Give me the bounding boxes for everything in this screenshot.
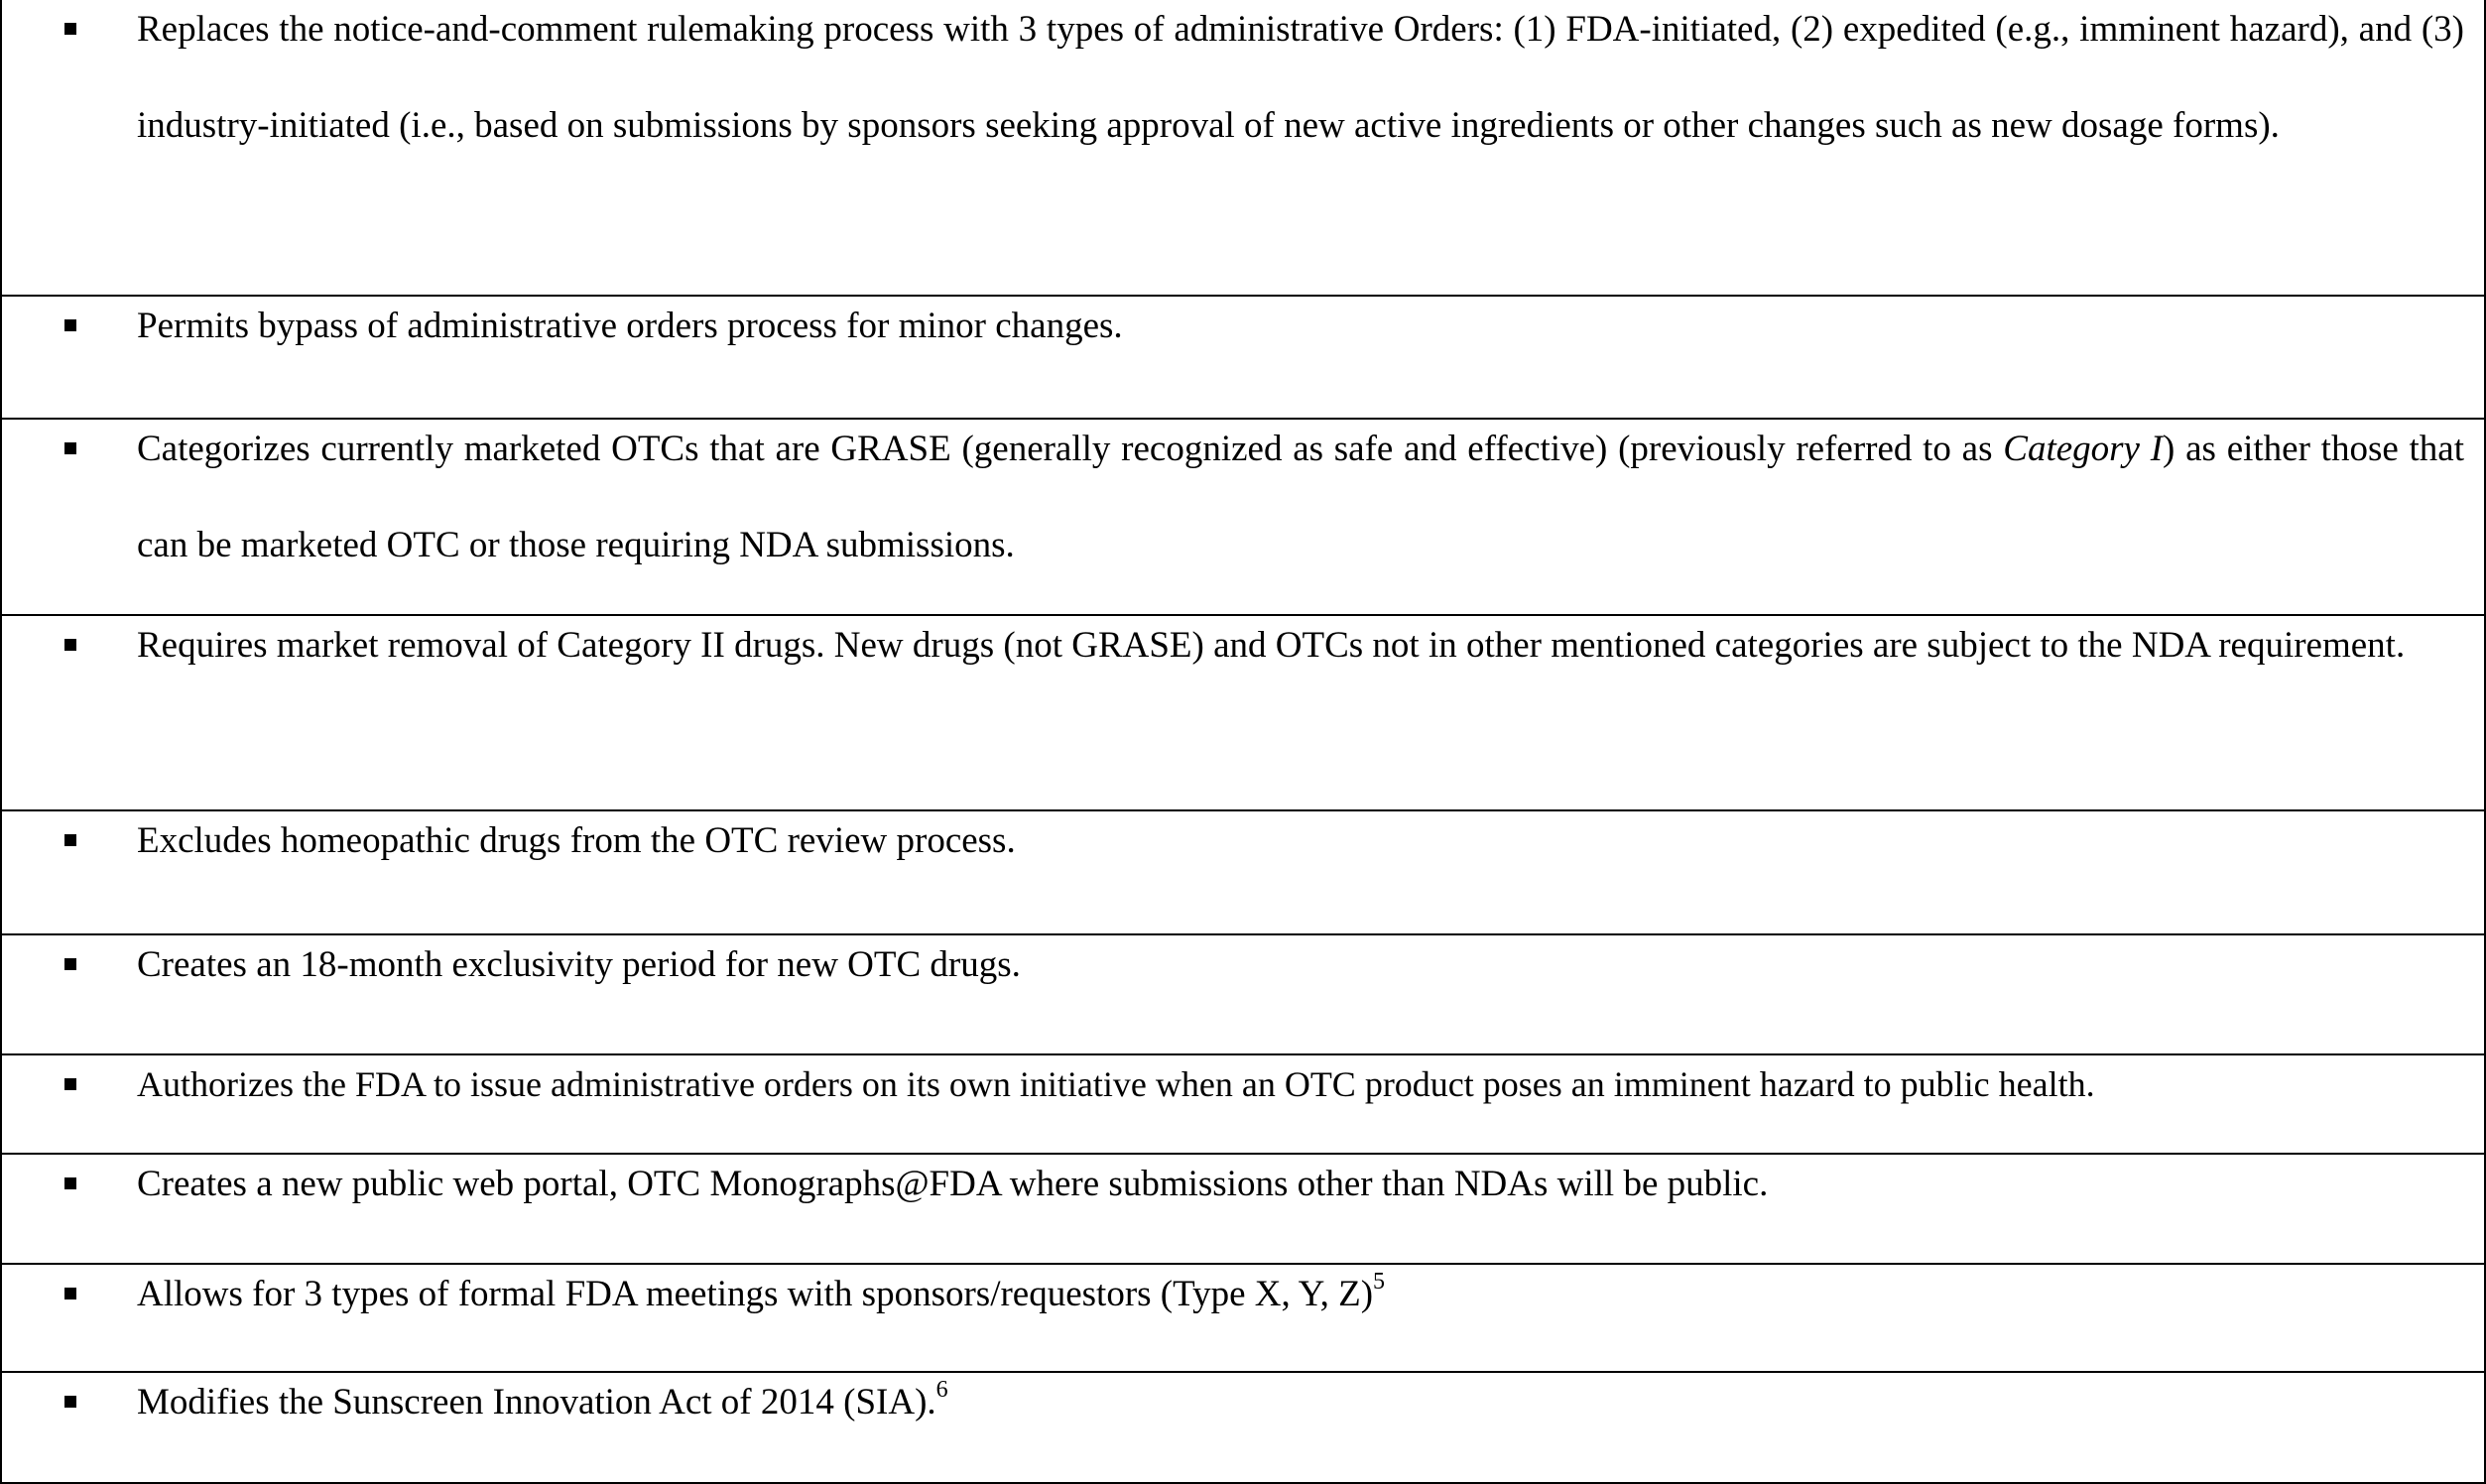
row-text-part: ) as either those that can be marketed OTC or those requiring NDA submissions. [137, 429, 2465, 565]
row-text [137, 1246, 2464, 1342]
bullet-icon [64, 23, 76, 35]
table-row [2, 616, 2484, 811]
footnote-marker: 6 [935, 1376, 948, 1403]
row-text-part: Allows for 3 types of formal FDA meetings with sponsors/requestors (Type X, Y, Z) [137, 1274, 1374, 1314]
row-text: Creates an 18-month exclusivity period for new OTC drugs. [137, 944, 1021, 985]
table-row [2, 0, 2484, 297]
bullet-icon [64, 1078, 76, 1090]
bullet-icon [64, 319, 76, 331]
row-text: Creates a new public web portal, OTC Monographs@FDA where submissions other than NDAs will be public. [137, 1164, 1769, 1204]
row-text: Requires market removal of Category II drugs. New drugs (not GRASE) and OTCs not in other mentioned categories are subject to the NDA requirement. [137, 625, 2406, 666]
bullet-icon [64, 1177, 76, 1189]
bullet-icon [64, 1396, 76, 1408]
row-text: Authorizes the FDA to issue administrative orders on its own initiative when an OTC product poses an imminent hazard to public health. [137, 1064, 2095, 1104]
row-text: Permits bypass of administrative orders process for minor changes. [137, 306, 1123, 346]
row-text: Excludes homeopathic drugs from the OTC review process. [137, 820, 1016, 861]
row-text-part: Categorizes currently marketed OTCs that are GRASE (generally recognized as safe and effective) (previously referred to as [137, 429, 2004, 469]
table-row [2, 1373, 2484, 1484]
footnote-marker: 5 [1373, 1268, 1386, 1295]
row-text-part: Modifies the Sunscreen Innovation Act of 2014 (SIA). [137, 1382, 936, 1422]
table-row [2, 420, 2484, 616]
bullet-icon [64, 834, 76, 846]
bullet-icon [64, 1288, 76, 1299]
bullet-icon [64, 958, 76, 970]
row-text [137, 1354, 2464, 1450]
row-text: Replaces the notice-and-comment rulemaking process with 3 types of administrative Orders: (1) FDA-initiated, (2) expedited (e.g., imminent hazard), and (3) industry-initiated (i.e., based on submissions by sponsors seeking approval of new active ingredients or other changes such as new dosage forms). [137, 9, 2464, 146]
row-text [137, 401, 2464, 593]
bullet-icon [64, 442, 76, 454]
bullet-icon [64, 639, 76, 651]
row-text-italic: Category I [2003, 429, 2164, 469]
